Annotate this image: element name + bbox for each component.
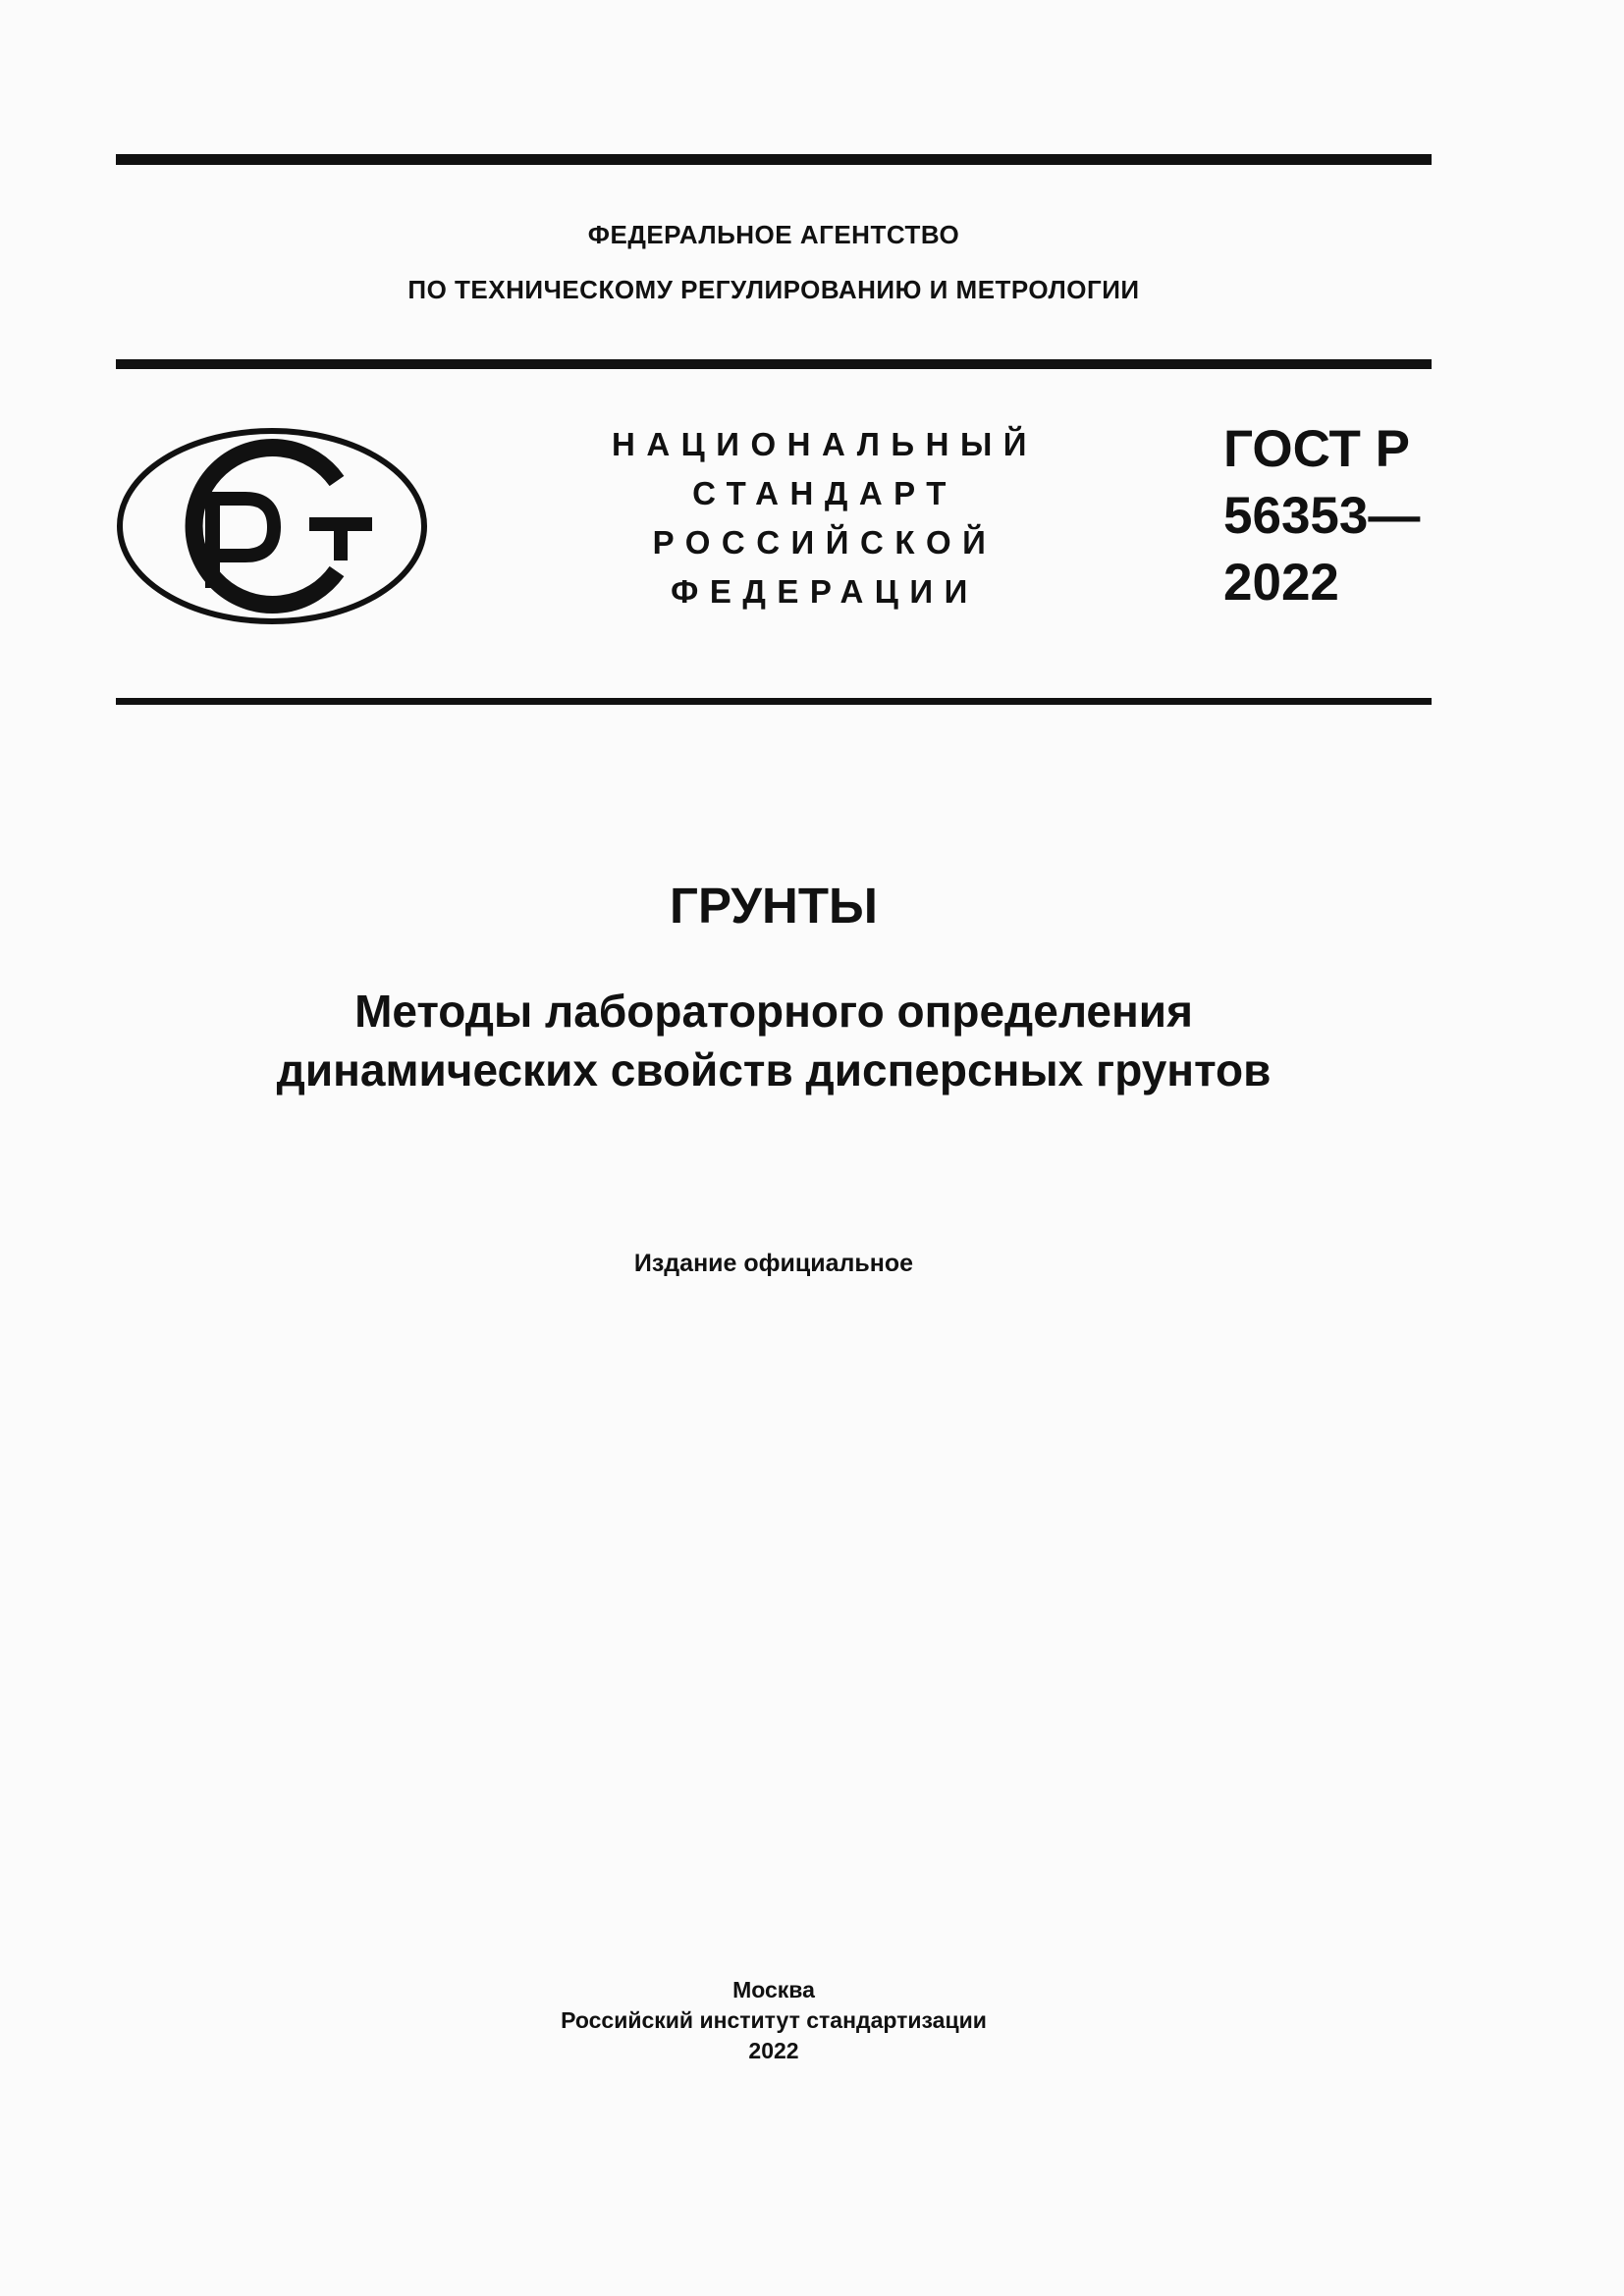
document-title: ГРУНТЫ xyxy=(670,878,878,934)
agency-name-line1: ФЕДЕРАЛЬНОЕ АГЕНТСТВО xyxy=(587,220,960,249)
designation-line1: ГОСТ Р xyxy=(1223,420,1410,478)
document-subtitle xyxy=(116,982,1432,1099)
rst-certification-logo-icon xyxy=(116,426,428,626)
standard-type-line2: СТАНДАРТ xyxy=(692,475,957,511)
header-bottom-rule xyxy=(116,698,1432,705)
designation-line3: 2022 xyxy=(1223,554,1339,612)
designation-line2: 56353— xyxy=(1223,487,1421,545)
standard-type-line3: РОССИЙСКОЙ xyxy=(652,524,998,561)
imprint-publisher: Российский институт стандартизации xyxy=(561,2007,987,2033)
imprint-year: 2022 xyxy=(748,2038,799,2063)
standard-type-line4: ФЕДЕРАЦИИ xyxy=(671,573,979,610)
header-rule xyxy=(116,359,1432,369)
subtitle-line1: Методы лабораторного определения xyxy=(354,986,1193,1037)
standard-type xyxy=(550,420,1100,616)
top-rule xyxy=(116,154,1432,165)
subtitle-line2: динамических свойств дисперсных грунтов xyxy=(276,1044,1272,1095)
agency-name-line2: ПО ТЕХНИЧЕСКОМУ РЕГУЛИРОВАНИЮ И МЕТРОЛОГИИ xyxy=(407,275,1140,304)
imprint-city: Москва xyxy=(732,1977,815,2002)
standard-type-line1: НАЦИОНАЛЬНЫЙ xyxy=(612,426,1038,462)
standard-designation xyxy=(1223,416,1420,616)
imprint xyxy=(116,1975,1432,2066)
edition-label: Издание официальное xyxy=(633,1250,914,1277)
